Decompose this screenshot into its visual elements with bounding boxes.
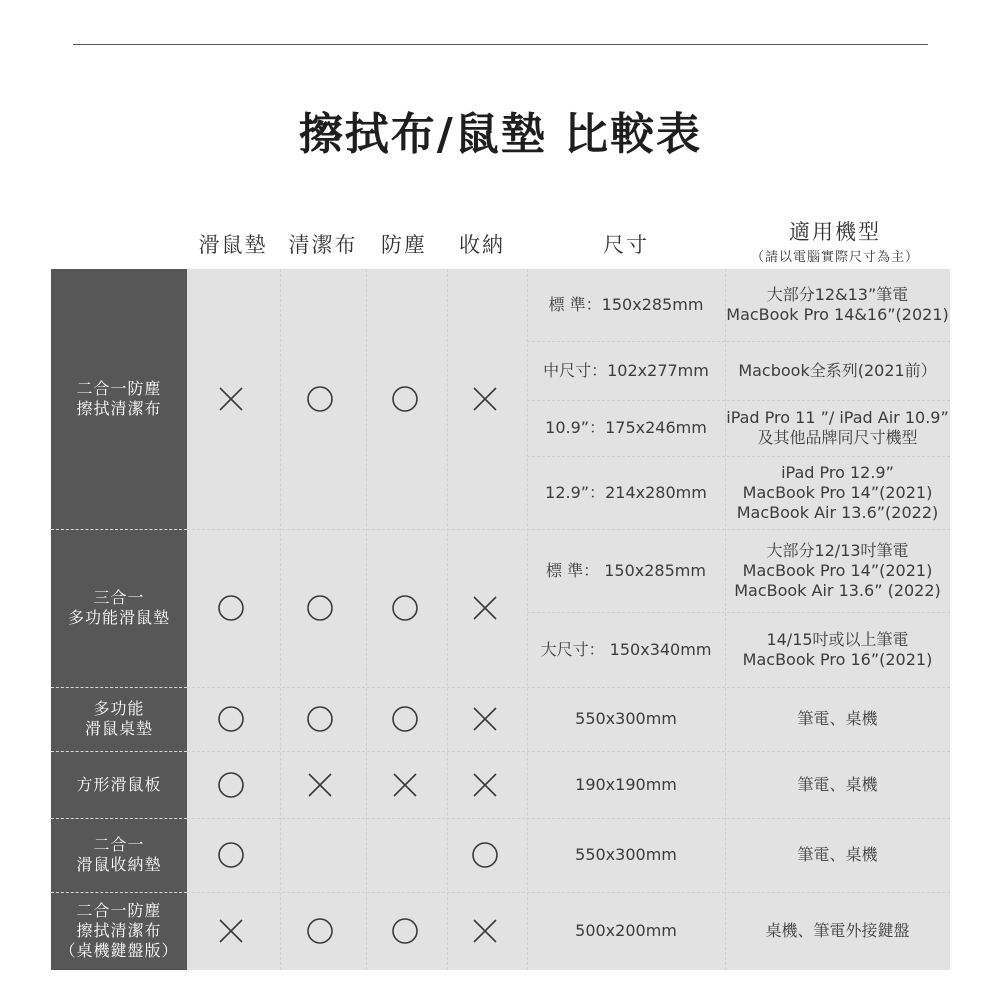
top-rule <box>73 44 928 45</box>
model-line: Macbook全系列(2021前） <box>738 360 937 380</box>
cross-mark-icon <box>217 917 245 945</box>
grid-hline <box>187 687 950 688</box>
header-cleaning: 清潔布 <box>288 233 358 257</box>
circle-mark-icon <box>306 917 334 945</box>
circle-mark-icon <box>391 705 419 733</box>
row-label <box>51 379 187 419</box>
model-compat <box>725 541 950 601</box>
header-dustproof: 防塵 <box>381 233 427 257</box>
row-label-line: 三合一 <box>93 588 145 607</box>
header-models: 適用機型 <box>789 220 881 244</box>
row-label-line: 二合一 <box>93 835 145 854</box>
size-value: 12.9”：214x280mm <box>545 482 707 502</box>
model-compat <box>725 285 950 325</box>
circle-mark-icon <box>217 594 245 622</box>
grid-hline-label <box>51 751 187 752</box>
model-line: MacBook Pro 14”(2021) <box>742 482 933 502</box>
grid-hline-label <box>51 818 187 819</box>
row-label-line: 方形滑鼠板 <box>76 774 162 794</box>
header-models-note: （請以電腦實際尺寸為主） <box>750 250 919 265</box>
circle-mark-icon <box>391 917 419 945</box>
row-label <box>51 901 187 961</box>
size-value: 550x300mm <box>575 845 677 864</box>
row-label-line: 多功能 <box>93 699 145 718</box>
model-line: 及其他品牌同尺寸機型 <box>757 428 918 447</box>
size-value: 標 準：150x285mm <box>548 295 704 314</box>
header-mousepad: 滑鼠墊 <box>198 233 268 257</box>
model-line: MacBook Pro 14&16”(2021) <box>726 305 949 324</box>
cross-mark-icon <box>471 385 499 413</box>
model-line: iPad Pro 11 ”/ iPad Air 10.9” <box>726 408 949 427</box>
model-line: 桌機、筆電外接鍵盤 <box>765 921 910 940</box>
model-line: MacBook Air 13.6” (2022) <box>734 580 941 600</box>
model-compat <box>725 630 950 670</box>
header-storage: 收納 <box>459 233 505 257</box>
grid-hline-label <box>51 529 187 530</box>
size-value: 標 準： 150x285mm <box>546 560 706 580</box>
grid-hline <box>187 529 950 530</box>
circle-mark-icon <box>306 594 334 622</box>
row-label-line: 擦拭清潔布 <box>76 399 162 418</box>
row-label-line: 二合一防塵 <box>76 379 162 398</box>
cross-mark-icon <box>471 917 499 945</box>
size-value: 中尺寸：102x277mm <box>543 360 709 380</box>
model-compat <box>725 361 950 381</box>
row-label-line: 滑鼠桌墊 <box>84 719 153 738</box>
row-label <box>51 699 187 739</box>
grid-hline <box>187 818 950 819</box>
model-line: 大部分12&13”筆電 <box>766 285 909 304</box>
model-line: iPad Pro 12.9” <box>781 462 894 482</box>
circle-mark-icon <box>391 385 419 413</box>
row-label <box>51 835 187 875</box>
row-label-line: 擦拭清潔布 <box>76 921 162 940</box>
size-value: 190x190mm <box>575 774 677 794</box>
header-size: 尺寸 <box>603 233 649 257</box>
grid-vline <box>280 269 281 970</box>
row-label <box>51 775 187 795</box>
cross-mark-icon <box>391 771 419 799</box>
model-line: 筆電、桌機 <box>797 845 878 864</box>
grid-vline <box>366 269 367 970</box>
size-value: 大尺寸： 150x340mm <box>540 639 712 659</box>
model-compat <box>725 775 950 795</box>
circle-mark-icon <box>471 841 499 869</box>
grid-hline-label <box>51 892 187 893</box>
model-line: 筆電、桌機 <box>797 709 878 728</box>
model-line: MacBook Pro 14”(2021) <box>742 560 933 580</box>
model-compat <box>725 709 950 729</box>
model-compat <box>725 408 950 448</box>
circle-mark-icon <box>217 841 245 869</box>
model-line: 大部分12/13吋筆電 <box>766 540 909 560</box>
grid-subrow-line <box>527 341 950 342</box>
model-compat <box>725 845 950 865</box>
circle-mark-icon <box>306 705 334 733</box>
model-line: 筆電、桌機 <box>797 774 878 794</box>
grid-subrow-line <box>527 456 950 457</box>
grid-subrow-line <box>527 400 950 401</box>
grid-subrow-line <box>527 612 950 613</box>
circle-mark-icon <box>306 385 334 413</box>
cross-mark-icon <box>471 771 499 799</box>
row-label-line: （桌機鍵盤版） <box>59 941 179 960</box>
row-label-line: 二合一防塵 <box>76 901 162 920</box>
grid-vline <box>447 269 448 970</box>
size-value: 550x300mm <box>575 709 677 728</box>
grid-hline <box>187 751 950 752</box>
model-line: MacBook Air 13.6”(2022) <box>736 502 939 522</box>
row-label-line: 滑鼠收納墊 <box>76 855 162 874</box>
circle-mark-icon <box>217 705 245 733</box>
size-value: 10.9”：175x246mm <box>545 418 707 437</box>
model-compat <box>725 463 950 523</box>
size-value: 500x200mm <box>575 921 677 940</box>
cross-mark-icon <box>471 705 499 733</box>
model-line: 14/15吋或以上筆電 <box>766 629 909 649</box>
cross-mark-icon <box>471 594 499 622</box>
model-compat <box>725 921 950 941</box>
circle-mark-icon <box>391 594 419 622</box>
cross-mark-icon <box>306 771 334 799</box>
circle-mark-icon <box>217 771 245 799</box>
grid-hline <box>187 892 950 893</box>
grid-hline-label <box>51 687 187 688</box>
row-label-line: 多功能滑鼠墊 <box>67 608 170 627</box>
page-title: 擦拭布/鼠墊 比較表 <box>298 109 703 160</box>
model-line: MacBook Pro 16”(2021) <box>742 649 933 669</box>
row-label <box>51 588 187 628</box>
cross-mark-icon <box>217 385 245 413</box>
